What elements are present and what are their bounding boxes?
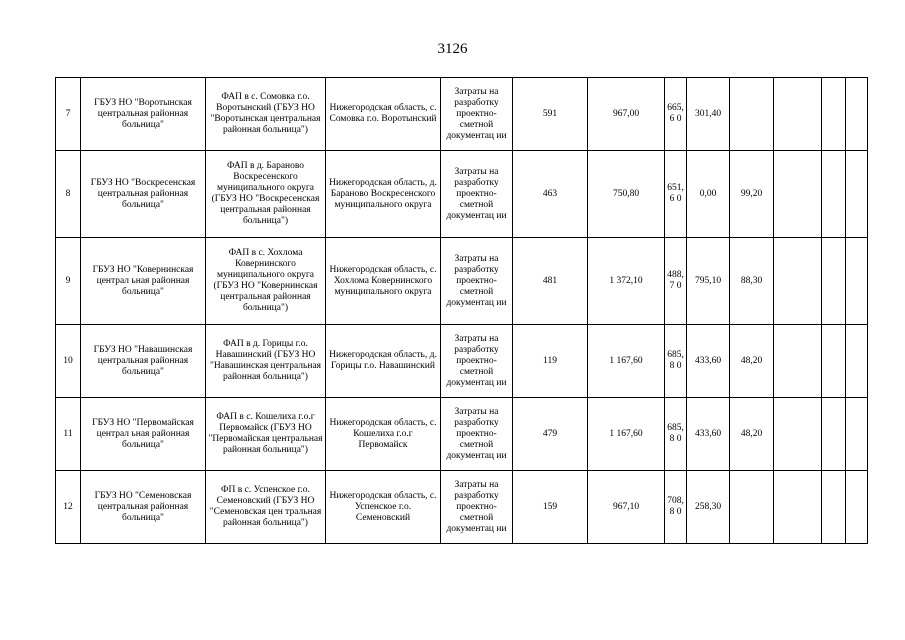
row-number-cell: 7 xyxy=(56,78,81,151)
object-name-cell: ФАП в с. Кошелиха г.о.г Первомайск (ГБУЗ НО "Первомайская центральная районная больница") xyxy=(206,398,326,471)
value-cell-2: 1 167,60 xyxy=(588,398,665,471)
value-cell-1: 463 xyxy=(513,151,588,238)
row-number-cell: 11 xyxy=(56,398,81,471)
row-number-cell: 9 xyxy=(56,238,81,325)
value-cell-8 xyxy=(846,325,868,398)
value-cell-4: 433,60 xyxy=(687,398,730,471)
value-cell-2: 967,10 xyxy=(588,471,665,544)
value-cell-1: 119 xyxy=(513,325,588,398)
value-cell-7 xyxy=(822,151,846,238)
value-cell-3: 488,7 0 xyxy=(665,238,687,325)
value-cell-5: 48,20 xyxy=(730,325,774,398)
cost-type-cell: Затраты на разработку проектно-сметной документац ии xyxy=(441,471,513,544)
object-name-cell: ФАП в с. Сомовка г.о. Воротынский (ГБУЗ НО "Воротынская центральная районная больница") xyxy=(206,78,326,151)
location-cell: Нижегородская область, с. Хохлома Ковернинского муниципального округа xyxy=(326,238,441,325)
object-name-cell: ФАП в д. Бараново Воскресенского муниципального округа (ГБУЗ НО "Воскресенская центральная районная больница") xyxy=(206,151,326,238)
value-cell-2: 967,00 xyxy=(588,78,665,151)
value-cell-2: 1 372,10 xyxy=(588,238,665,325)
value-cell-5: 88,30 xyxy=(730,238,774,325)
location-cell: Нижегородская область, д. Бараново Воскресенского муниципального округа xyxy=(326,151,441,238)
value-cell-5: 48,20 xyxy=(730,398,774,471)
cost-type-cell: Затраты на разработку проектно-сметной документац ии xyxy=(441,398,513,471)
value-cell-2: 1 167,60 xyxy=(588,325,665,398)
cost-type-cell: Затраты на разработку проектно-сметной документац ии xyxy=(441,325,513,398)
cost-type-cell: Затраты на разработку проектно-сметной документац ии xyxy=(441,238,513,325)
value-cell-3: 685,8 0 xyxy=(665,398,687,471)
table-row xyxy=(56,325,868,398)
value-cell-4: 301,40 xyxy=(687,78,730,151)
value-cell-8 xyxy=(846,151,868,238)
value-cell-5 xyxy=(730,78,774,151)
value-cell-6 xyxy=(774,78,822,151)
institution-cell: ГБУЗ НО "Воротынская центральная районная больница" xyxy=(81,78,206,151)
row-number-cell: 8 xyxy=(56,151,81,238)
object-name-cell: ФАП в д. Горицы г.о. Навашинский (ГБУЗ НО "Навашинская центральная районная больница") xyxy=(206,325,326,398)
value-cell-4: 433,60 xyxy=(687,325,730,398)
value-cell-3: 651,6 0 xyxy=(665,151,687,238)
value-cell-1: 159 xyxy=(513,471,588,544)
value-cell-8 xyxy=(846,238,868,325)
value-cell-4: 258,30 xyxy=(687,471,730,544)
cost-type-cell: Затраты на разработку проектно-сметной документац ии xyxy=(441,151,513,238)
value-cell-6 xyxy=(774,151,822,238)
value-cell-8 xyxy=(846,398,868,471)
table-row xyxy=(56,238,868,325)
value-cell-8 xyxy=(846,471,868,544)
value-cell-7 xyxy=(822,471,846,544)
value-cell-1: 479 xyxy=(513,398,588,471)
value-cell-7 xyxy=(822,325,846,398)
row-number-cell: 12 xyxy=(56,471,81,544)
table-row xyxy=(56,471,868,544)
value-cell-6 xyxy=(774,398,822,471)
value-cell-4: 0,00 xyxy=(687,151,730,238)
page-number: 3126 xyxy=(437,41,468,57)
budget-table xyxy=(55,77,868,544)
institution-cell: ГБУЗ НО "Семеновская центральная районная больница" xyxy=(81,471,206,544)
value-cell-8 xyxy=(846,78,868,151)
object-name-cell: ФП в с. Успенское г.о. Семеновский (ГБУЗ НО "Семеновская цен тральная районная больница") xyxy=(206,471,326,544)
value-cell-5 xyxy=(730,471,774,544)
value-cell-3: 665,6 0 xyxy=(665,78,687,151)
object-name-cell: ФАП в с. Хохлома Ковернинского муниципального округа (ГБУЗ НО "Ковернинская центральная районная больница") xyxy=(206,238,326,325)
table-row xyxy=(56,398,868,471)
location-cell: Нижегородская область, с. Успенское г.о. Семеновский xyxy=(326,471,441,544)
value-cell-3: 708,8 0 xyxy=(665,471,687,544)
value-cell-5: 99,20 xyxy=(730,151,774,238)
table-row xyxy=(56,151,868,238)
value-cell-2: 750,80 xyxy=(588,151,665,238)
value-cell-6 xyxy=(774,325,822,398)
value-cell-7 xyxy=(822,238,846,325)
institution-cell: ГБУЗ НО "Ковернинская централ ьная районная больница" xyxy=(81,238,206,325)
institution-cell: ГБУЗ НО "Навашинская центральная районная больница" xyxy=(81,325,206,398)
location-cell: Нижегородская область, с. Кошелиха г.о.г Первомайск xyxy=(326,398,441,471)
cost-type-cell: Затраты на разработку проектно-сметной документац ии xyxy=(441,78,513,151)
institution-cell: ГБУЗ НО "Первомайская централ ьная районная больница" xyxy=(81,398,206,471)
institution-cell: ГБУЗ НО "Воскресенская центральная районная больница" xyxy=(81,151,206,238)
value-cell-3: 685,8 0 xyxy=(665,325,687,398)
value-cell-7 xyxy=(822,78,846,151)
location-cell: Нижегородская область, с. Сомовка г.о. Воротынский xyxy=(326,78,441,151)
value-cell-1: 481 xyxy=(513,238,588,325)
row-number-cell: 10 xyxy=(56,325,81,398)
value-cell-6 xyxy=(774,471,822,544)
table-row xyxy=(56,78,868,151)
value-cell-1: 591 xyxy=(513,78,588,151)
value-cell-7 xyxy=(822,398,846,471)
value-cell-4: 795,10 xyxy=(687,238,730,325)
value-cell-6 xyxy=(774,238,822,325)
location-cell: Нижегородская область, д. Горицы г.о. Навашинский xyxy=(326,325,441,398)
